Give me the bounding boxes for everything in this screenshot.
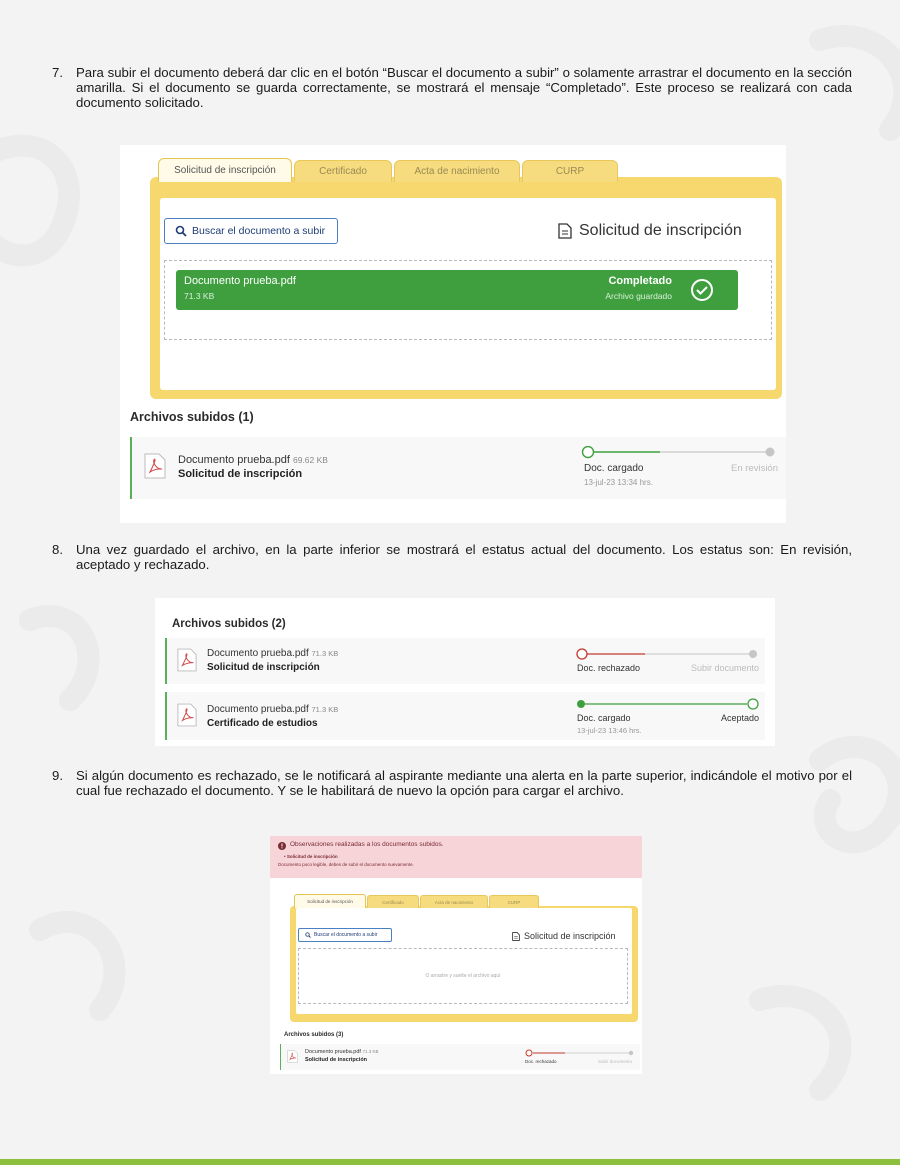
status-step-reupload: Subir documento xyxy=(690,663,759,673)
file-size: 71.3 KB xyxy=(311,649,339,658)
status-step-reupload: Subir documento xyxy=(597,1059,632,1064)
step-text: Para subir el documento deberá dar clic en el botón “Buscar el documento a subir” o solamente arrastrar el documento en la sección amarilla. Si el documento se guarda correctamente, se mostrará el mensaje “Completado”. Este proceso se realizará con cada documento solicitado. xyxy=(76,65,852,110)
step-text: Una vez guardado el archivo, en la parte inferior se mostrará el estatus actual del documento. Los estatus son: En revisión, aceptado y rechazado. xyxy=(76,542,852,572)
status-track xyxy=(575,698,761,710)
file-name: Documento prueba.pdf xyxy=(207,704,309,715)
search-icon xyxy=(305,932,311,938)
tab-solicitud-inscripcion[interactable]: Solicitud de inscripción xyxy=(294,894,366,908)
upload-success-banner xyxy=(176,270,738,310)
step-8 xyxy=(52,542,852,572)
step-number: 7. xyxy=(52,65,63,80)
dropzone[interactable] xyxy=(298,948,628,1004)
search-document-button[interactable] xyxy=(164,218,338,244)
file-type: Certificado de estudios xyxy=(207,718,318,729)
alert-detail: Documento poco legible, debes de subir el documento nuevamente. xyxy=(278,862,414,867)
rejection-alert xyxy=(270,836,642,878)
uploaded-file-row-accepted xyxy=(165,692,765,740)
status-step-rejected: Doc. rechazado xyxy=(525,1059,557,1064)
step-number: 8. xyxy=(52,542,63,557)
file-name-line xyxy=(178,454,328,466)
uploaded-size: 71.3 KB xyxy=(184,291,215,301)
step-number: 9. xyxy=(52,768,63,783)
file-type: Solicitud de inscripción xyxy=(207,662,320,673)
upload-panel xyxy=(160,198,776,390)
screenshot-rejected-alert xyxy=(270,836,642,1074)
document-tabs xyxy=(158,158,618,182)
document-icon xyxy=(512,932,520,941)
file-name-line xyxy=(207,704,338,715)
file-size: 69.62 KB xyxy=(292,455,328,465)
document-title-text: Solicitud de inscripción xyxy=(524,931,616,941)
step-9 xyxy=(52,768,852,798)
status-step-loaded: Doc. cargado xyxy=(577,713,631,723)
uploaded-filename: Documento prueba.pdf xyxy=(184,275,296,287)
search-document-button[interactable] xyxy=(298,928,392,942)
tab-acta-nacimiento[interactable]: Acta de nacimiento xyxy=(394,160,520,182)
pdf-icon xyxy=(144,453,166,479)
dropzone-hint: O arrastre y suelte el archivo aquí xyxy=(425,973,501,979)
tab-curp[interactable]: CURP xyxy=(522,160,618,182)
document-title xyxy=(558,222,742,240)
status-track xyxy=(580,446,780,460)
status-track xyxy=(575,648,761,660)
status-step-rejected: Doc. rechazado xyxy=(577,663,641,673)
file-name-line xyxy=(207,648,338,659)
file-name: Documento prueba.pdf xyxy=(305,1049,361,1055)
search-icon xyxy=(175,225,187,237)
uploaded-file-row xyxy=(280,1044,640,1070)
file-type: Solicitud de inscripción xyxy=(178,468,303,480)
tab-curp[interactable]: CURP xyxy=(489,895,539,908)
tab-certificado[interactable]: Certificado xyxy=(294,160,392,182)
upload-panel xyxy=(296,908,632,1014)
uploaded-file-row-rejected xyxy=(165,638,765,684)
file-size: 71.3 KB xyxy=(362,1049,379,1054)
document-tabs xyxy=(294,894,539,908)
status-step-review: En revisión xyxy=(731,463,778,474)
status-track xyxy=(525,1049,635,1057)
search-button-label: Buscar el documento a subir xyxy=(314,932,378,938)
step-7 xyxy=(52,65,852,110)
uploaded-files-heading: Archivos subidos (2) xyxy=(172,618,286,630)
pdf-icon xyxy=(177,648,197,672)
tab-solicitud-inscripcion[interactable]: Solicitud de inscripción xyxy=(158,158,292,182)
pdf-icon xyxy=(287,1050,298,1063)
pdf-icon xyxy=(177,703,197,727)
document-title-text: Solicitud de inscripción xyxy=(579,222,742,239)
status-date: 13-jul-23 13:34 hrs. xyxy=(584,478,653,487)
uploaded-file-row xyxy=(130,437,786,499)
completed-status: Completado xyxy=(608,275,672,287)
screenshot-document-statuses xyxy=(155,598,775,746)
saved-status: Archivo guardado xyxy=(605,291,672,301)
document-icon xyxy=(558,223,572,239)
status-step-accepted: Aceptado xyxy=(720,713,759,723)
search-button-label: Buscar el documento a subir xyxy=(192,225,326,237)
footer-accent-bar xyxy=(0,1159,900,1165)
screenshot-upload-completed xyxy=(120,145,786,523)
file-name-line xyxy=(305,1049,379,1055)
step-text: Si algún documento es rechazado, se le notificará al aspirante mediante una alerta en la parte superior, indicándole el motivo por el cual fue rechazado el documento. Y se le habilitará de nuevo la opción para cargar el archivo. xyxy=(76,768,852,798)
status-step-loaded: Doc. cargado xyxy=(584,463,644,474)
check-circle-icon xyxy=(690,278,714,302)
alert-icon xyxy=(278,842,286,850)
uploaded-files-heading: Archivos subidos (1) xyxy=(130,410,254,424)
document-title xyxy=(512,931,616,941)
file-name: Documento prueba.pdf xyxy=(178,454,290,466)
status-date: 13-jul-23 13:46 hrs. xyxy=(577,726,642,735)
tab-certificado[interactable]: Certificado xyxy=(367,895,419,908)
alert-item: • Solicitud de inscripción xyxy=(284,854,338,859)
file-name: Documento prueba.pdf xyxy=(207,648,309,659)
alert-title: Observaciones realizadas a los documentos subidos. xyxy=(290,841,444,848)
file-size: 71.3 KB xyxy=(311,705,339,714)
tab-acta-nacimiento[interactable]: Acta de nacimiento xyxy=(420,895,488,908)
uploaded-files-heading: Archivos subidos (3) xyxy=(284,1032,344,1038)
file-type: Solicitud de inscripción xyxy=(305,1057,368,1063)
